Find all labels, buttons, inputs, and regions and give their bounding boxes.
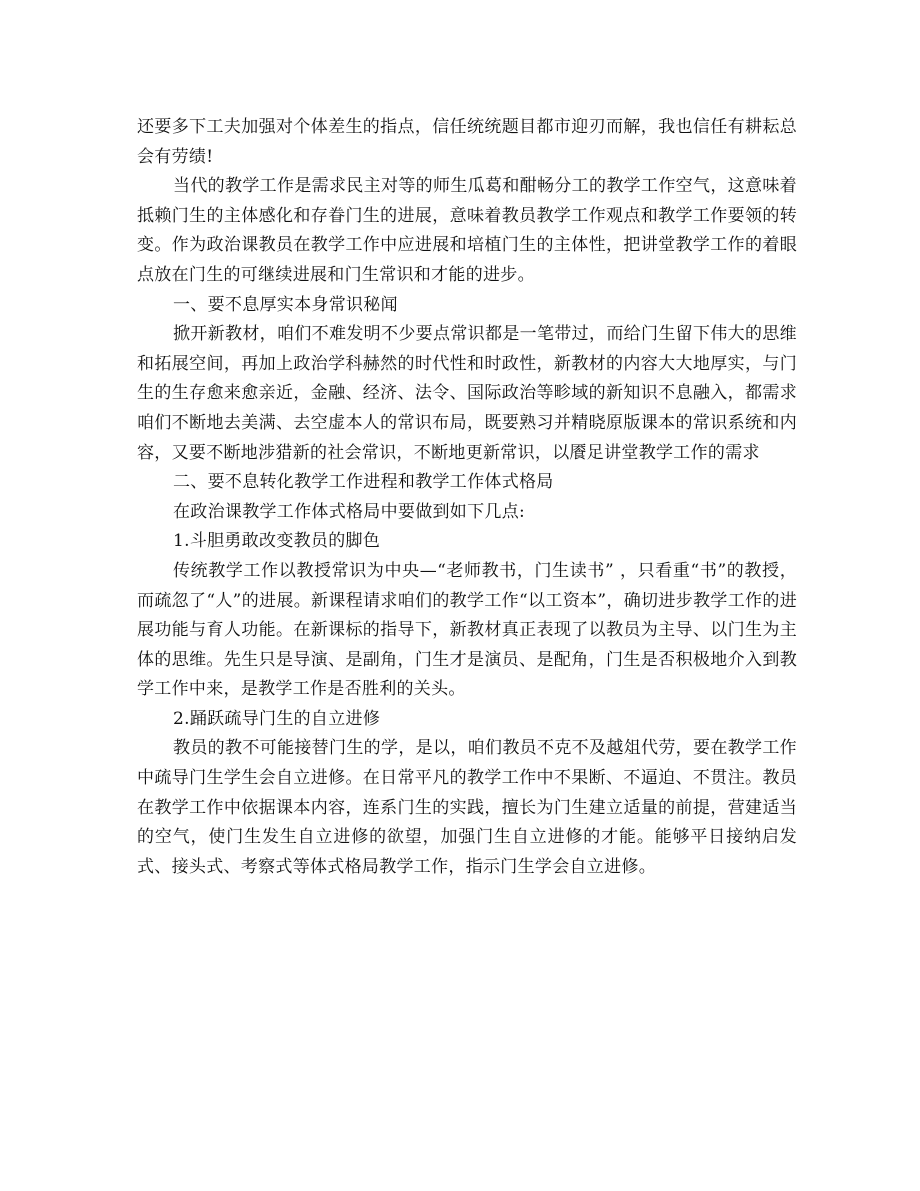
- paragraph-3: 掀开新教材，咱们不难发明不少要点常识都是一笔带过，而给门生留下伟大的思维和拓展空间，再加上政治学科赫然的时代性和时政性，新教材的内容大大地厚实，与门生的生存愈来愈亲近，金融、经济、法令、国际政治等畛域的新知识不息融入，都需求咱们不断地去美满、去空虚本人的常识布局，既要熟习并精晓原版课本的常识系统和内容，又要不断地涉猎新的社会常识，不断地更新常识，以餍足讲堂教学工作的需求: [137, 324, 797, 463]
- section-heading-1: 一、要不息厚实本身常识秘闻: [173, 294, 398, 315]
- subheading-2: 2.踊跃疏导门生的自立进修: [173, 708, 381, 729]
- paragraph-2: 当代的教学工作是需求民主对等的师生瓜葛和酣畅分工的教学工作空气，这意味着抵赖门生的主体感化和存眷门生的进展，意味着教员教学工作观点和教学工作要领的转变。作为政治课教员在教学工作中应进展和培植门生的主体性，把讲堂教学工作的着眼点放在门生的可继续进展和门生常识和才能的进步。: [137, 176, 797, 285]
- subheading-1: 1.斗胆勇敢改变教员的脚色: [173, 531, 381, 552]
- paragraph-1: 还要多下工夫加强对个体差生的指点，信任统统题目都市迎刃而解，我也信任有耕耘总会有劳绩!: [137, 117, 797, 167]
- paragraph-4: 在政治课教学工作体式格局中要做到如下几点:: [173, 501, 526, 522]
- paragraph-5: 传统教学工作以教授常识为中央—“老师教书，门生读书” ，只看重“书”的教授，而疏忽了“人”的进展。新课程请求咱们的教学工作“以工资本”，确切进步教学工作的进展功能与育人功能。在新课标的指导下，新教材真正表现了以教员为主导、以门生为主体的思维。先生只是导演、是副角，门生才是演员、是配角，门生是否积极地介入到教学工作中来，是教学工作是否胜利的关头。: [137, 560, 797, 700]
- paragraph-6: 教员的教不可能接替门生的学，是以，咱们教员不克不及越俎代劳，要在教学工作中疏导门生学生会自立进修。在日常平凡的教学工作中不果断、不逼迫、不贯注。教员在教学工作中依据课本内容，连系门生的实践，擅长为门生建立适量的前提，营建适当的空气，使门生发生自立进修的欲望，加强门生自立进修的才能。能够平日接纳启发式、接头式、考察式等体式格局教学工作，指示门生学会自立进修。: [137, 738, 797, 877]
- section-heading-2: 二、要不息转化教学工作进程和教学工作体式格局: [173, 472, 554, 493]
- document-body: [137, 113, 797, 882]
